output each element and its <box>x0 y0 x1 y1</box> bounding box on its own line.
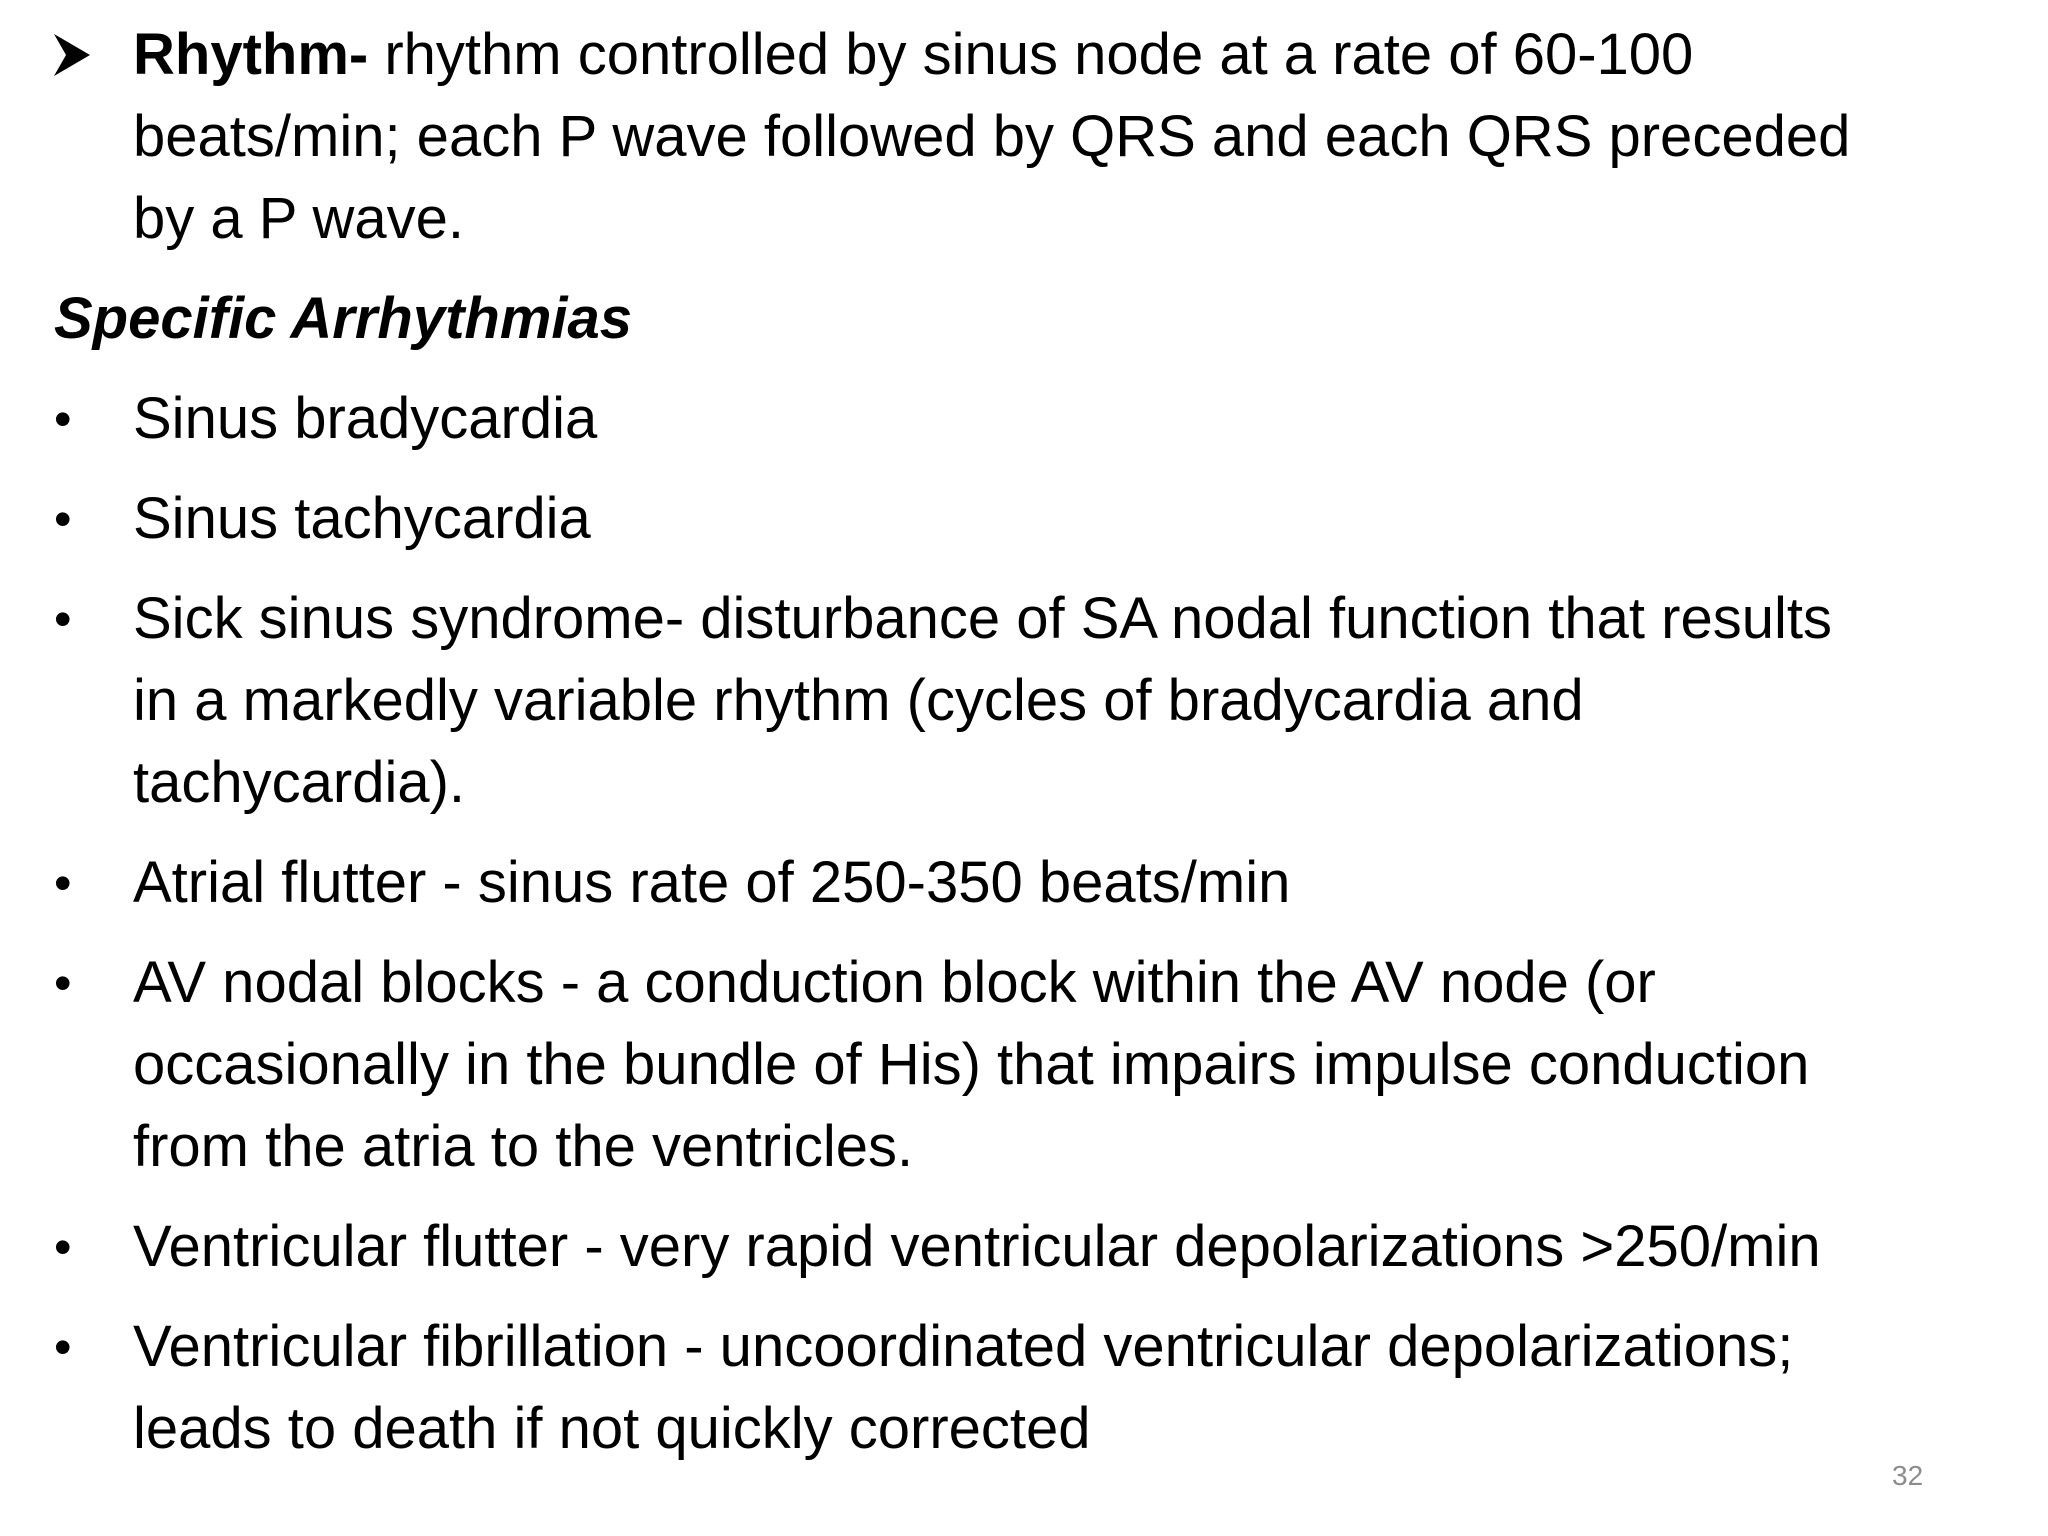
bullet-dot: • <box>54 391 72 447</box>
bullet-dot: • <box>54 1319 72 1375</box>
bullet-dot: • <box>54 591 72 647</box>
arrowhead-bullet-icon <box>52 32 92 78</box>
list-item-line: Sick sinus syndrome- disturbance of SA nodal function that results <box>133 586 1832 651</box>
section-heading: Specific Arrhythmias <box>54 286 633 351</box>
rhythm-line-3: by a P wave. <box>133 186 465 251</box>
bullet-dot: • <box>54 1219 72 1275</box>
rhythm-term: Rhythm- <box>133 22 369 87</box>
list-item-line: AV nodal blocks - a conduction block within the AV node (or <box>133 950 1656 1015</box>
rhythm-line-1: rhythm controlled by sinus node at a rate of 60-100 <box>368 22 1694 87</box>
bullet-dot: • <box>54 491 72 547</box>
list-item-line: from the atria to the ventricles. <box>133 1114 914 1179</box>
list-item-line: Atrial flutter - sinus rate of 250-350 beats/min <box>133 850 1291 915</box>
list-item-line: Sinus tachycardia <box>133 486 591 551</box>
list-item-line: in a markedly variable rhythm (cycles of bradycardia and <box>133 668 1584 733</box>
bullet-dot: • <box>54 855 72 911</box>
list-item-line: occasionally in the bundle of His) that impairs impulse conduction <box>133 1032 1810 1097</box>
list-item-line: Ventricular flutter - very rapid ventricular depolarizations >250/min <box>133 1214 1821 1279</box>
list-item-line: tachycardia). <box>133 750 466 815</box>
list-item-line: Sinus bradycardia <box>133 386 598 451</box>
bullet-dot: • <box>54 955 72 1011</box>
page-number: 32 <box>1892 1460 1924 1491</box>
list-item-line: leads to death if not quickly corrected <box>133 1396 1091 1461</box>
rhythm-text <box>133 14 2023 260</box>
list-item-line: Ventricular fibrillation - uncoordinated ventricular depolarizations; <box>133 1314 1794 1379</box>
rhythm-line-2: beats/min; each P wave followed by QRS and each QRS preceded <box>133 104 1851 169</box>
